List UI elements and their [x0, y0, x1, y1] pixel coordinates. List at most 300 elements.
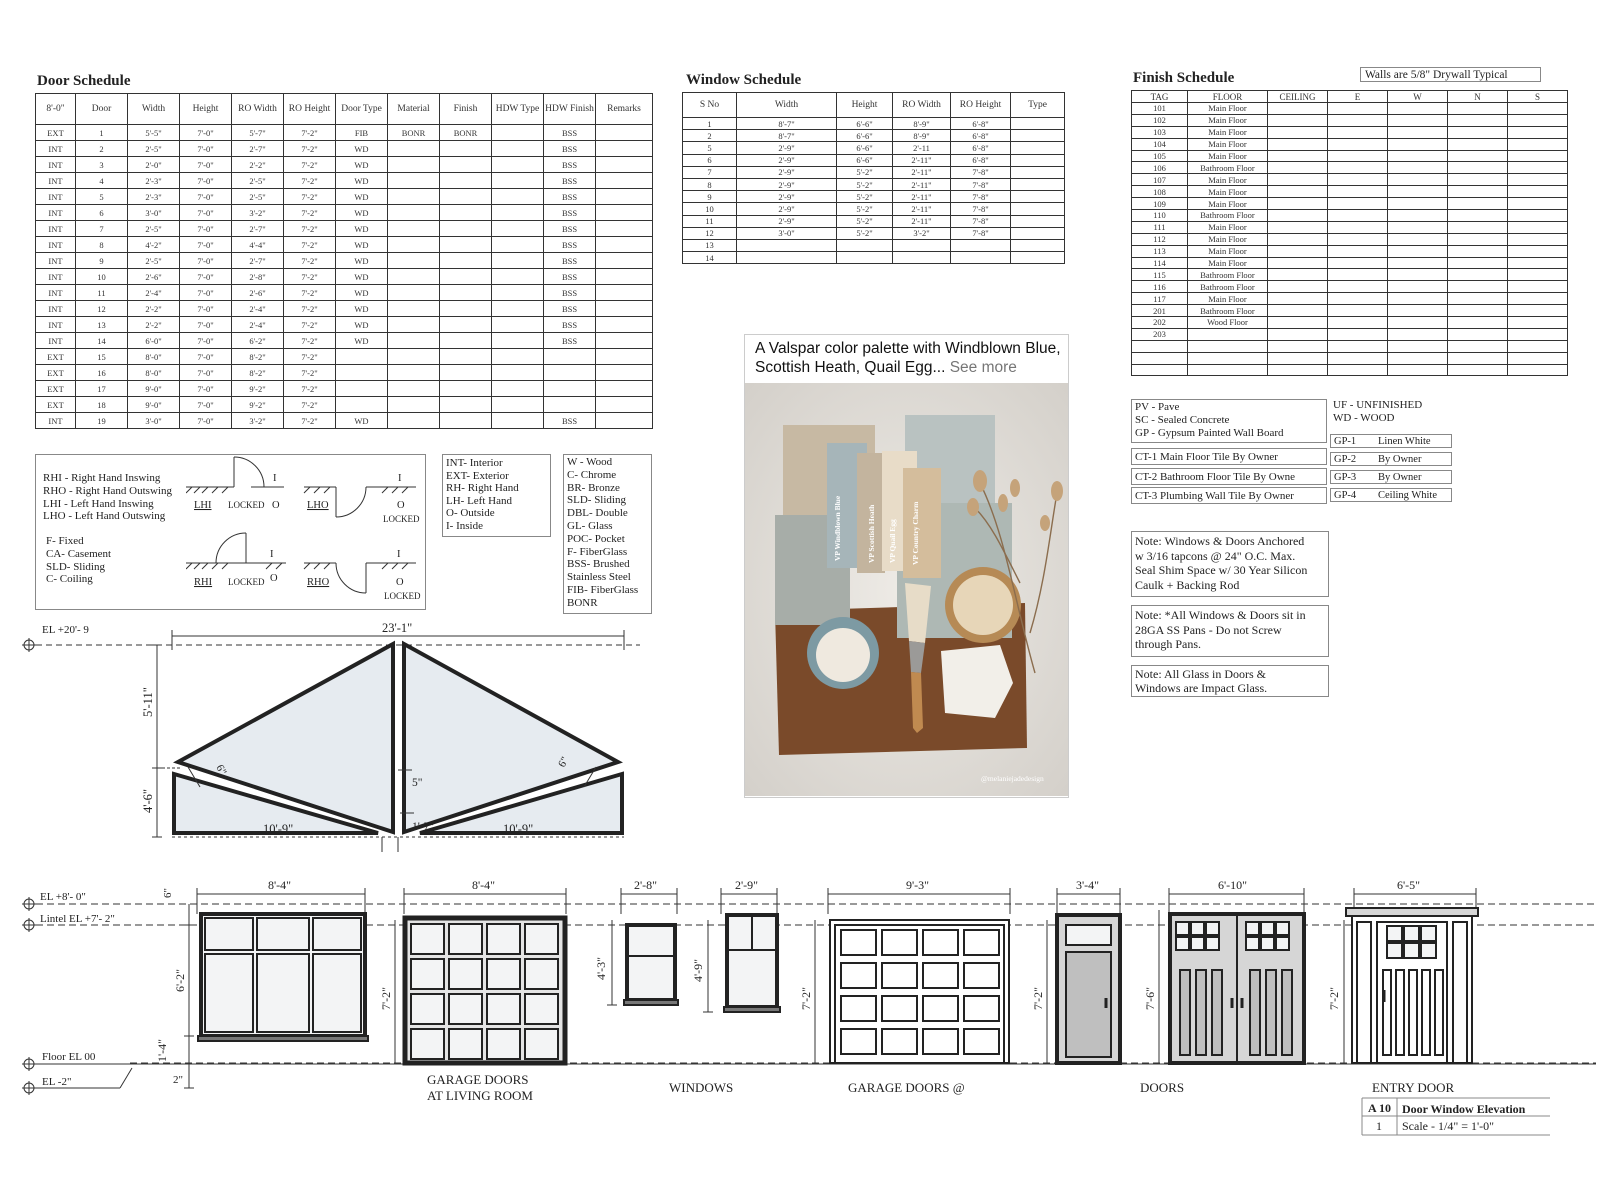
country-charm-swatch	[903, 468, 941, 578]
door-cell: INT	[36, 413, 76, 429]
door-row	[36, 381, 653, 397]
entry-door	[1346, 908, 1478, 1063]
finish-cell: Main Floor	[1188, 174, 1268, 186]
finish-cell	[1448, 257, 1508, 269]
swatch-label-3: VP Quail Egg	[888, 519, 897, 563]
door-cell: 2'-5"	[232, 189, 284, 205]
level-minus2: EL -2"	[42, 1076, 72, 1088]
uf-wd-codes: UF - UNFINISHED WD - WOOD	[1333, 399, 1423, 424]
door-cell: 5'-5"	[128, 125, 180, 141]
dim-h1b: 1'-4"	[155, 1038, 169, 1062]
finish-cell	[1328, 293, 1388, 305]
finish-cell	[1448, 340, 1508, 352]
door-cell: 2'-7"	[232, 253, 284, 269]
door-swing-legend	[35, 454, 426, 610]
finish-cell: 104	[1132, 138, 1188, 150]
finish-cell	[1388, 114, 1448, 126]
window-cell: 2'-9"	[737, 178, 837, 190]
window-cell: 1	[683, 118, 737, 130]
finish-cell: Bathroom Floor	[1188, 210, 1268, 222]
finish-cell	[1388, 340, 1448, 352]
finish-cell	[1268, 221, 1328, 233]
door-row	[36, 205, 653, 221]
door-cell	[492, 269, 544, 285]
finish-cell	[1328, 257, 1388, 269]
lho-outside: O	[397, 500, 405, 511]
finish-row	[1132, 245, 1568, 257]
door-cell: 7'-2"	[284, 413, 336, 429]
window-cell: 2'-11"	[893, 178, 951, 190]
finish-cell	[1268, 126, 1328, 138]
finish-row	[1132, 210, 1568, 222]
finish-cell: Main Floor	[1188, 293, 1268, 305]
window-cell: 2'-9"	[737, 142, 837, 154]
door-window-elevation	[0, 870, 1600, 1200]
gable-window-elevation	[0, 620, 700, 860]
window-cell: 9	[683, 191, 737, 203]
door-cell	[440, 365, 492, 381]
finish-row	[1132, 221, 1568, 233]
dim-h7: 7'-6"	[1143, 986, 1157, 1010]
door-cell: 2'-7"	[232, 141, 284, 157]
note-anchoring: Note: Windows & Doors Anchored w 3/16 tapcons @ 24" O.C. Max. Seal Shim Space w/ 30 Year Silicon Caulk + Backing Rod	[1131, 531, 1329, 597]
door-cell: 2'-7"	[232, 221, 284, 237]
finish-cell	[1268, 245, 1328, 257]
finish-cell: 103	[1132, 126, 1188, 138]
window-header-cell: S No	[683, 93, 737, 118]
window-cell: 2'-9"	[737, 191, 837, 203]
finish-cell: 101	[1132, 103, 1188, 115]
rhi-label: RHI	[194, 577, 213, 588]
finish-cell	[1132, 352, 1188, 364]
door-row	[36, 317, 653, 333]
door-cell	[596, 189, 653, 205]
door-cell	[440, 269, 492, 285]
finish-header-cell: E	[1328, 91, 1388, 103]
lhi-locked: LOCKED	[228, 500, 265, 510]
finish-row	[1132, 233, 1568, 245]
finish-cell: 109	[1132, 198, 1188, 210]
door-cell: WD	[336, 413, 388, 429]
finish-cell: 202	[1132, 317, 1188, 329]
door-cell: 7'-2"	[284, 141, 336, 157]
door-cell	[388, 237, 440, 253]
window-cell: 6'-8"	[951, 154, 1011, 166]
door-cell: INT	[36, 157, 76, 173]
door-row	[36, 189, 653, 205]
door-cell	[388, 269, 440, 285]
door-row	[36, 269, 653, 285]
door-cell: WD	[336, 269, 388, 285]
door-cell: BSS	[544, 269, 596, 285]
window-cell: 2'-11"	[893, 154, 951, 166]
lho-label: LHO	[307, 500, 329, 511]
window-cell: 6	[683, 154, 737, 166]
finish-cell: Main Floor	[1188, 245, 1268, 257]
ct-2: CT-2 Bathroom Floor Tile By Owne	[1131, 468, 1327, 485]
finish-schedule-table	[1131, 90, 1568, 376]
finish-cell	[1268, 328, 1328, 340]
finish-cell	[1448, 126, 1508, 138]
window-cell: 6'-6"	[837, 130, 893, 142]
door-cell	[440, 285, 492, 301]
door-cell	[440, 157, 492, 173]
door-cell: 8'-2"	[232, 349, 284, 365]
door-cell: 7'-0"	[180, 397, 232, 413]
window-header-cell: RO Width	[893, 93, 951, 118]
level-floor: Floor EL 00	[42, 1051, 96, 1063]
door-cell: 7'-2"	[284, 397, 336, 413]
window-cell: 5'-2"	[837, 191, 893, 203]
door-cell	[596, 205, 653, 221]
operation-types-list: F- Fixed CA- Casement SLD- Sliding C- Coiling	[46, 535, 112, 586]
door-row	[36, 221, 653, 237]
window-cell: 3'-0"	[737, 227, 837, 239]
door-cell: BSS	[544, 237, 596, 253]
dim-w4: 2'-9"	[735, 878, 759, 892]
gable-upper-height-dim: 5'-11"	[141, 687, 155, 717]
door-cell	[544, 349, 596, 365]
finish-cell	[1328, 210, 1388, 222]
door-cell: 14	[76, 333, 128, 349]
finish-cell	[1188, 364, 1268, 376]
door-cell: 9'-0"	[128, 381, 180, 397]
door-cell: INT	[36, 189, 76, 205]
finish-cell: 108	[1132, 186, 1188, 198]
door-cell: INT	[36, 237, 76, 253]
dim-six: 6"	[162, 888, 174, 898]
finish-cell	[1448, 210, 1508, 222]
door-header-cell: HDW Finish	[544, 94, 596, 125]
window-cell	[951, 239, 1011, 251]
finish-header-cell: FLOOR	[1188, 91, 1268, 103]
door-cell	[492, 253, 544, 269]
door-header-cell: Finish	[440, 94, 492, 125]
door-cell: 9'-2"	[232, 397, 284, 413]
window-cell: 8'-9"	[893, 118, 951, 130]
window-cell: 7	[683, 166, 737, 178]
door-cell: 7	[76, 221, 128, 237]
finish-row	[1132, 328, 1568, 340]
finish-cell: Main Floor	[1188, 221, 1268, 233]
door-cell	[492, 189, 544, 205]
finish-cell: 102	[1132, 114, 1188, 126]
door-cell: 7'-2"	[284, 253, 336, 269]
finish-cell: Main Floor	[1188, 186, 1268, 198]
door-cell: 7'-2"	[284, 381, 336, 397]
finish-row	[1132, 114, 1568, 126]
door-row	[36, 365, 653, 381]
door-cell: WD	[336, 333, 388, 349]
door-cell: 9'-0"	[128, 397, 180, 413]
window-cell: 6'-6"	[837, 154, 893, 166]
gp-3: GP-3 By Owner	[1330, 470, 1452, 484]
window-header-cell: Height	[837, 93, 893, 118]
door-cell	[596, 125, 653, 141]
finish-cell	[1508, 221, 1568, 233]
caption-windows: WINDOWS	[669, 1080, 734, 1095]
door-cell: 6	[76, 205, 128, 221]
door-cell: 7'-0"	[180, 173, 232, 189]
finish-cell	[1448, 186, 1508, 198]
door-cell	[388, 349, 440, 365]
door-row	[36, 349, 653, 365]
finish-cell	[1508, 103, 1568, 115]
swatch-label-1: VP Windblown Blue	[833, 495, 842, 561]
finish-cell	[1448, 221, 1508, 233]
rhi-outside: O	[270, 573, 278, 584]
door-cell: 7'-0"	[180, 221, 232, 237]
finish-cell	[1448, 162, 1508, 174]
door-cell: 7'-2"	[284, 157, 336, 173]
door-cell: 2'-0"	[128, 157, 180, 173]
ct-3: CT-3 Plumbing Wall Tile By Owner	[1131, 487, 1327, 504]
finish-cell: 115	[1132, 269, 1188, 281]
finish-cell	[1508, 269, 1568, 281]
window-cell: 6'-8"	[951, 118, 1011, 130]
door-cell: INT	[36, 269, 76, 285]
window-row	[683, 227, 1065, 239]
finish-cell	[1328, 281, 1388, 293]
door-cell	[388, 141, 440, 157]
door-cell: 8'-0"	[128, 349, 180, 365]
finish-cell: Wood Floor	[1188, 317, 1268, 329]
finish-cell	[1328, 317, 1388, 329]
door-cell: 7'-0"	[180, 141, 232, 157]
abbreviations-legend: INT- Interior EXT- Exterior RH- Right Hand LH- Left Hand O- Outside I- Inside	[442, 454, 551, 537]
finish-cell	[1328, 162, 1388, 174]
gp-2: GP-2 By Owner	[1330, 452, 1452, 466]
finish-cell	[1268, 233, 1328, 245]
finish-cell	[1328, 150, 1388, 162]
door-cell	[596, 285, 653, 301]
dim-h6: 7'-2"	[1031, 986, 1045, 1010]
finish-cell	[1268, 364, 1328, 376]
door-cell: BSS	[544, 301, 596, 317]
finish-cell	[1388, 245, 1448, 257]
door-cell: 7'-2"	[284, 125, 336, 141]
door-cell	[440, 189, 492, 205]
finish-cell	[1448, 364, 1508, 376]
finish-cell	[1508, 364, 1568, 376]
door-cell: EXT	[36, 381, 76, 397]
sheet-title: Door Window Elevation	[1402, 1102, 1526, 1116]
door-cell: 7'-0"	[180, 349, 232, 365]
door-cell	[388, 381, 440, 397]
door-cell	[440, 381, 492, 397]
door-cell: INT	[36, 253, 76, 269]
finish-cell	[1268, 174, 1328, 186]
finish-cell	[1508, 174, 1568, 186]
door-cell	[596, 269, 653, 285]
rho-label: RHO	[307, 577, 330, 588]
finish-cell	[1328, 340, 1388, 352]
door-cell	[596, 333, 653, 349]
door-schedule-table	[35, 93, 653, 429]
dim-w3: 2'-8"	[634, 878, 658, 892]
door-cell: 18	[76, 397, 128, 413]
dim-w1: 8'-4"	[268, 878, 292, 892]
small-window-2	[724, 915, 780, 1012]
door-row	[36, 141, 653, 157]
window-cell: 10	[683, 203, 737, 215]
finish-cell	[1388, 186, 1448, 198]
door-cell	[596, 413, 653, 429]
finish-cell	[1328, 103, 1388, 115]
door-cell	[388, 253, 440, 269]
small-window-1	[624, 925, 678, 1005]
finish-cell	[1448, 245, 1508, 257]
door-cell: 3'-0"	[128, 413, 180, 429]
finish-cell	[1448, 328, 1508, 340]
finish-cell	[1388, 269, 1448, 281]
finish-cell: Main Floor	[1188, 126, 1268, 138]
door-row	[36, 253, 653, 269]
window-schedule-title: Window Schedule	[686, 72, 802, 88]
door-cell: WD	[336, 237, 388, 253]
door-cell	[440, 141, 492, 157]
dim-h8: 7'-2"	[1327, 986, 1341, 1010]
photo-credit: @melaniejadedesign	[981, 774, 1044, 783]
finish-cell	[1508, 257, 1568, 269]
window-cell: 13	[683, 239, 737, 251]
finish-header-cell: S	[1508, 91, 1568, 103]
finish-cell	[1268, 281, 1328, 293]
door-cell	[492, 333, 544, 349]
see-more-link[interactable]: See more	[949, 359, 1017, 376]
finish-cell: Main Floor	[1188, 233, 1268, 245]
door-cell: BSS	[544, 173, 596, 189]
door-cell	[492, 125, 544, 141]
finish-cell: Main Floor	[1188, 138, 1268, 150]
window-cell	[1011, 154, 1065, 166]
finish-row	[1132, 364, 1568, 376]
finish-row	[1132, 162, 1568, 174]
door-cell: 2'-3"	[128, 189, 180, 205]
door-header-cell: Remarks	[596, 94, 653, 125]
finish-cell	[1268, 103, 1328, 115]
door-cell: 7'-2"	[284, 333, 336, 349]
door-cell: 3'-0"	[128, 205, 180, 221]
lho-inside: I	[398, 473, 402, 484]
finish-cell	[1328, 328, 1388, 340]
lho-locked: LOCKED	[383, 514, 420, 524]
door-cell: 2'-6"	[128, 269, 180, 285]
finish-cell	[1388, 174, 1448, 186]
door-cell: WD	[336, 253, 388, 269]
finish-cell: 111	[1132, 221, 1188, 233]
finish-cell: 201	[1132, 305, 1188, 317]
window-row	[683, 239, 1065, 251]
door-cell: 7'-0"	[180, 317, 232, 333]
door-cell	[440, 349, 492, 365]
finish-schedule-title: Finish Schedule	[1133, 70, 1235, 86]
door-cell: 7'-0"	[180, 125, 232, 141]
door-cell: 7'-0"	[180, 269, 232, 285]
door-cell: 7'-0"	[180, 381, 232, 397]
door-cell: 5	[76, 189, 128, 205]
finish-cell	[1448, 269, 1508, 281]
caption-garage-living-2: AT LIVING ROOM	[427, 1088, 533, 1103]
finish-cell	[1388, 150, 1448, 162]
window-header-cell: Width	[737, 93, 837, 118]
door-cell: 7'-2"	[284, 365, 336, 381]
caption-garage-living-1: GARAGE DOORS	[427, 1072, 529, 1087]
finish-cell: 106	[1132, 162, 1188, 174]
dim-w7: 6'-10"	[1218, 878, 1248, 892]
finish-cell	[1268, 138, 1328, 150]
scale-label: Scale - 1/4" = 1'-0"	[1402, 1119, 1495, 1133]
window-cell	[1011, 166, 1065, 178]
door-cell	[492, 413, 544, 429]
finish-cell	[1328, 126, 1388, 138]
finish-row	[1132, 126, 1568, 138]
finish-row	[1132, 198, 1568, 210]
door-cell: 6'-2"	[232, 333, 284, 349]
swatch-label-4: VP Country Charm	[911, 501, 920, 565]
finish-cell	[1508, 281, 1568, 293]
window-cell: 6'-6"	[837, 118, 893, 130]
lhi-inside: I	[273, 473, 277, 484]
window-cell	[1011, 178, 1065, 190]
door-cell: 3'-2"	[232, 205, 284, 221]
door-cell	[492, 365, 544, 381]
door-cell	[492, 173, 544, 189]
gable-width-dim: 23'-1"	[382, 621, 413, 635]
door-cell	[336, 381, 388, 397]
door-row	[36, 397, 653, 413]
living-room-window	[198, 914, 368, 1041]
finish-cell	[1268, 162, 1328, 174]
finish-cell	[1388, 198, 1448, 210]
finish-header-cell: N	[1448, 91, 1508, 103]
window-cell: 2'-11"	[893, 215, 951, 227]
door-cell: WD	[336, 301, 388, 317]
finish-cell	[1268, 257, 1328, 269]
finish-cell	[1388, 233, 1448, 245]
finish-cell	[1268, 198, 1328, 210]
finish-cell	[1188, 328, 1268, 340]
window-cell: 7'-8"	[951, 178, 1011, 190]
color-palette-card[interactable]	[744, 334, 1069, 798]
door-cell: 7'-2"	[284, 173, 336, 189]
dim-h5: 7'-2"	[799, 986, 813, 1010]
finish-cell	[1328, 305, 1388, 317]
door-cell: 1	[76, 125, 128, 141]
door-cell: WD	[336, 285, 388, 301]
window-cell	[1011, 142, 1065, 154]
door-cell: 7'-2"	[284, 237, 336, 253]
door-cell: BSS	[544, 285, 596, 301]
door-cell: 5'-7"	[232, 125, 284, 141]
finish-cell	[1448, 305, 1508, 317]
finish-cell	[1448, 233, 1508, 245]
finish-header-cell: CEILING	[1268, 91, 1328, 103]
window-cell: 8'-7"	[737, 130, 837, 142]
dim-h1: 6'-2"	[173, 968, 187, 992]
finish-cell	[1268, 352, 1328, 364]
detail-number: 1	[1376, 1119, 1382, 1133]
door-cell: EXT	[36, 397, 76, 413]
window-cell: 5'-2"	[837, 203, 893, 215]
door-header-cell: RO Width	[232, 94, 284, 125]
door-cell: 2'-6"	[232, 285, 284, 301]
door-cell	[388, 333, 440, 349]
garage-door	[830, 920, 1009, 1063]
door-cell	[596, 349, 653, 365]
finish-row	[1132, 340, 1568, 352]
window-cell: 5'-2"	[837, 227, 893, 239]
